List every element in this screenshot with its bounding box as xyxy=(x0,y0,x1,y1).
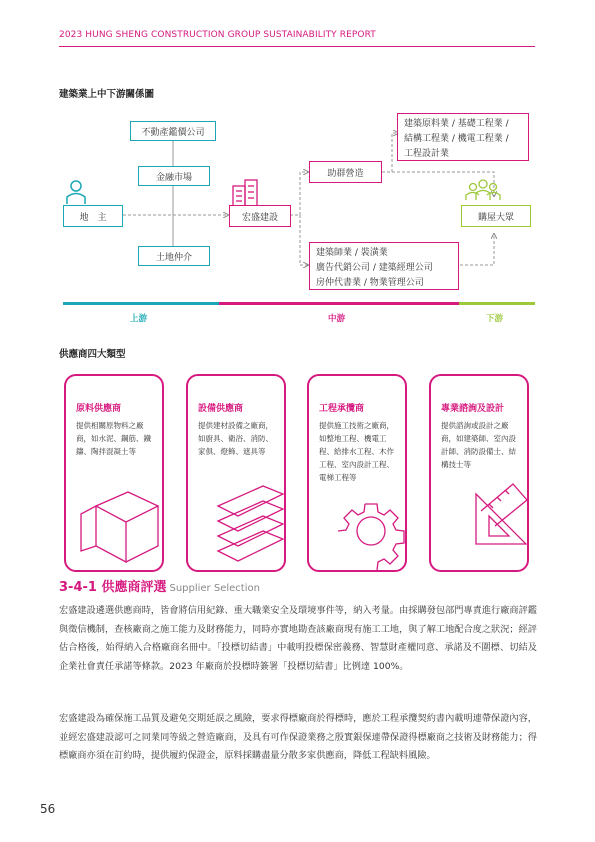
paragraph-2: 宏盛建設為確保施工品質及避免交期延誤之風險，要求得標廠商於得標時，應於工程承攬契約書內載明連帶保證內容，並經宏盛建設認可之同業同等級之營造廠商，及具有可作保證業務之殷實銀保連帶保證得標廠商之技術及財務能力；得標廠商亦須在訂約時，提供履約保證金，原料採購盡量分散多家供應商，降低工程缺料風險。 xyxy=(59,713,537,761)
owner-person-icon xyxy=(67,181,85,204)
card-desc: 提供相關原物料之廠商，如水泥、鋼筋、鐵鑄、陶拌混凝土等 xyxy=(76,421,151,456)
section-heading xyxy=(59,576,260,595)
card-desc: 提供建材設備之廠商，如廚具、衛浴、消防、家俱、燈飾、遮具等 xyxy=(198,421,273,456)
layers-icon xyxy=(188,376,286,572)
supplier-card-equipment xyxy=(186,374,286,572)
financial-market-box: 金融市場 xyxy=(138,166,210,186)
land-broker-box: 土地仲介 xyxy=(138,246,210,266)
section-number-title: 3-4-1 供應商評選 xyxy=(59,580,167,595)
card-desc: 提供諮詢或設計之廠商，如建築師、室內設計師、消防設備士、結構技士等 xyxy=(441,421,516,469)
gear-icon xyxy=(309,376,407,572)
cube-icon xyxy=(66,376,164,572)
page-number: 56 xyxy=(40,802,56,816)
stage-downstream-label: 下游 xyxy=(486,314,504,324)
report-header: 2023 HUNG SHENG CONSTRUCTION GROUP SUSTAINABILITY REPORT xyxy=(59,30,376,40)
card-title: 專業諮詢及設計 xyxy=(441,404,505,414)
section-english-title: Supplier Selection xyxy=(169,583,260,594)
supplier-card-contractor xyxy=(307,374,407,572)
stage-upstream-label: 上游 xyxy=(130,314,148,324)
buyers-group-icon xyxy=(466,180,500,200)
buyers-box: 購屋大眾 xyxy=(461,205,531,227)
chain-diagram-title: 建築業上中下游關係圖 xyxy=(59,89,155,100)
upstream-industries-box: 建築原料業 / 基礎工程業 / 結構工程業 / 機電工程業 / 工程設計業 xyxy=(397,113,529,161)
card-title: 原料供應商 xyxy=(76,404,122,414)
ruler-triangle-icon xyxy=(431,376,529,572)
company-box: 宏盛建設 xyxy=(229,205,291,227)
service-industries-box: 建築師業 / 裝潢業 廣告代銷公司 / 建築經理公司 房仲代書業 / 物業管理公司 xyxy=(309,242,459,290)
marketing-box: 助群營造 xyxy=(309,161,382,183)
supplier-types-title: 供應商四大類型 xyxy=(59,349,126,360)
landowner-box: 地 主 xyxy=(63,205,123,227)
card-desc: 提供施工技術之廠商，如整地工程、機電工程、給排水工程、木作工程、室內設計工程、電梯工程等 xyxy=(319,421,394,482)
building-icon xyxy=(233,180,257,206)
card-title: 設備供應商 xyxy=(198,404,244,414)
supplier-card-raw-material xyxy=(64,374,164,572)
paragraph-1: 宏盛建設遴選供應商時，皆會將信用紀錄、重大職業安全及環境事件等，納入考量。由採購發包部門專責進行廠商評鑑與徵信機制，查核廠商之施工能力及財務能力，同時亦實地勘查該廠商現有施工工地，與了解工地配合度之狀況；經評估合格後，始得納入合格廠商名冊中。「投標切結書」中載明投標保密義務、智慧財產權同意、承諾及不圍標、切結及企業社會責任承諾等條款。2023 年廠商於投標時簽署「投標切結書」比例達 100%。 xyxy=(59,605,537,672)
card-title: 工程承攬商 xyxy=(319,404,365,414)
supplier-card-consulting xyxy=(429,374,529,572)
appraisal-company-box: 不動產鑑價公司 xyxy=(130,121,216,141)
stage-midstream-label: 中游 xyxy=(328,314,346,324)
